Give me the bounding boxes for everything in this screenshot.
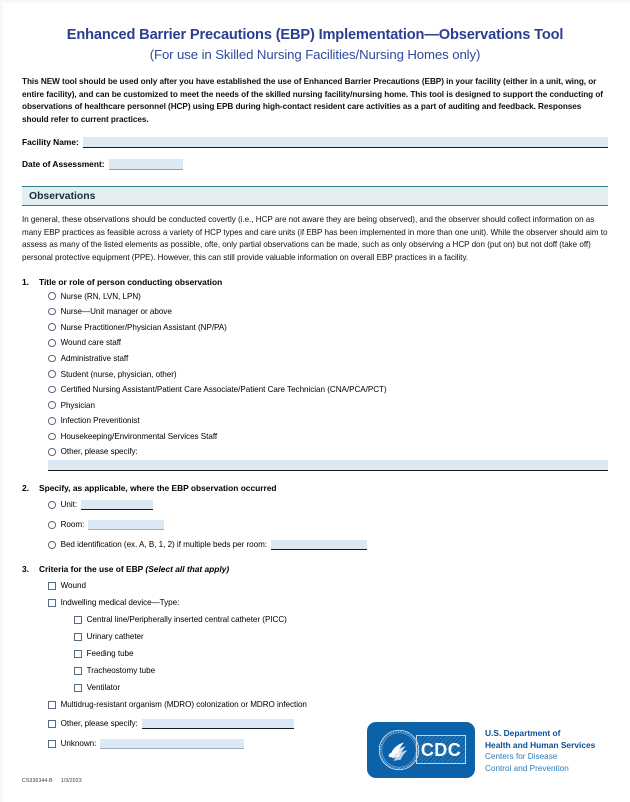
- publication-date: 1/3/2023: [60, 778, 82, 784]
- option-indwelling-medical-device[interactable]: [22, 596, 608, 609]
- question-3-text: Criteria for the use of EBP: [39, 564, 146, 575]
- checkbox-icon[interactable]: [48, 720, 56, 728]
- checkbox-icon[interactable]: [48, 582, 56, 590]
- observations-section-header: [22, 186, 608, 206]
- radio-icon[interactable]: [48, 308, 56, 316]
- document-content: [22, 0, 608, 750]
- date-of-assessment-input[interactable]: [109, 159, 183, 170]
- question-3-number: 3.: [22, 564, 29, 575]
- option-label: Infection Preventionist: [60, 416, 140, 426]
- option-urinary-catheter[interactable]: [22, 630, 608, 643]
- room-input[interactable]: [88, 520, 164, 530]
- option-label: Wound care staff: [60, 338, 122, 348]
- agency-text-block: [485, 722, 595, 774]
- bed-identification-input[interactable]: [271, 540, 367, 550]
- observations-section-title: Observations: [29, 190, 96, 202]
- option-feeding-tube[interactable]: [22, 647, 608, 660]
- option-label: Ventilator: [86, 683, 121, 693]
- cdc-wordmark: CDC: [420, 739, 462, 760]
- footer-publication-info: [22, 778, 82, 784]
- scan-edge-left: [0, 0, 4, 802]
- question-2-text: Specify, as applicable, where the EBP observation occurred: [39, 483, 277, 494]
- option-label: Indwelling medical device—Type:: [60, 598, 180, 608]
- option-bed-identification[interactable]: [22, 538, 608, 551]
- hhs-seal-icon: [378, 729, 420, 771]
- option-physician[interactable]: [22, 399, 608, 412]
- agency-line-1: U.S. Department of: [485, 728, 561, 738]
- facility-name-row: [22, 137, 608, 148]
- option-label: Wound: [60, 581, 86, 591]
- radio-icon[interactable]: [48, 417, 56, 425]
- option-label: Tracheostomy tube: [86, 666, 156, 676]
- option-label: Multidrug-resistant organism (MDRO) colonization or MDRO infection: [60, 700, 307, 710]
- radio-icon[interactable]: [48, 401, 56, 409]
- facility-name-label: Facility Name:: [22, 137, 79, 148]
- option-ventilator[interactable]: [22, 681, 608, 694]
- question-2-options: [22, 498, 608, 551]
- checkbox-icon[interactable]: [48, 701, 56, 709]
- option-mdro[interactable]: [22, 698, 608, 711]
- option-nurse-practitioner-pa[interactable]: [22, 321, 608, 334]
- question-3-other-input[interactable]: [142, 719, 294, 729]
- option-wound[interactable]: [22, 579, 608, 592]
- question-1-number: 1.: [22, 276, 29, 287]
- option-label: Administrative staff: [60, 353, 129, 363]
- question-1-options: [22, 290, 608, 472]
- date-of-assessment-label: Date of Assessment:: [22, 159, 105, 170]
- checkbox-icon[interactable]: [74, 616, 82, 624]
- question-3-heading: [22, 564, 608, 574]
- radio-icon[interactable]: [48, 501, 56, 509]
- option-central-line-picc[interactable]: [22, 613, 608, 626]
- logo-badge: [367, 722, 475, 778]
- option-label: Unit:: [60, 500, 78, 510]
- checkbox-icon[interactable]: [74, 684, 82, 692]
- option-label: Feeding tube: [86, 649, 134, 659]
- option-unit[interactable]: [22, 498, 608, 511]
- cdc-hhs-logo: [367, 722, 595, 778]
- question-1-heading: [22, 277, 608, 287]
- publication-id: CS336344-B: [22, 778, 53, 784]
- facility-name-input[interactable]: [83, 137, 608, 148]
- option-label: Room:: [60, 520, 85, 530]
- question-2-heading: [22, 483, 608, 493]
- option-housekeeping-evs-staff[interactable]: [22, 430, 608, 443]
- option-label: Other, please specify:: [60, 719, 138, 729]
- checkbox-icon[interactable]: [74, 650, 82, 658]
- checkbox-icon[interactable]: [48, 599, 56, 607]
- radio-icon[interactable]: [48, 323, 56, 331]
- option-label: Certified Nursing Assistant/Patient Care Associate/Patient Care Technician (CNA/PCA/PCT): [60, 385, 387, 395]
- agency-line-3: Centers for Disease: [485, 752, 558, 762]
- date-of-assessment-row: [22, 159, 608, 170]
- option-other-please-specify-q1[interactable]: [22, 445, 608, 458]
- option-label: Student (nurse, physician, other): [60, 369, 177, 379]
- option-label: Bed identification (ex. A, B, 1, 2) if multiple beds per room:: [60, 540, 268, 550]
- radio-icon[interactable]: [48, 370, 56, 378]
- unit-input[interactable]: [81, 500, 153, 510]
- question-3-unknown-input[interactable]: [100, 739, 244, 749]
- radio-icon[interactable]: [48, 541, 56, 549]
- option-label: Central line/Peripherally inserted central catheter (PICC): [86, 615, 287, 625]
- radio-icon[interactable]: [48, 292, 56, 300]
- option-label: Physician: [60, 400, 95, 410]
- question-1-other-input[interactable]: [48, 460, 608, 471]
- intro-paragraph: This NEW tool should be used only after you have established the use of Enhanced Barrier Precautions (EBP) in your facility (either in a unit, wing, or entire facility), and can be customized to meet the needs of the skilled nursing facility/nursing home. This tool is designed to support the conducting of observations of healthcare personnel (HCP) using EPB during high-contact resident care activities as a part of auditing and feedback. Responses should refer to current practices.: [22, 77, 603, 124]
- question-1-other-input-row: [22, 460, 608, 471]
- agency-line-2: Health and Human Services: [485, 739, 596, 750]
- cdc-wordmark-box: [416, 735, 466, 764]
- option-label: Other, please specify:: [60, 447, 138, 457]
- document-title: Enhanced Barrier Precautions (EBP) Implementation—Observations Tool: [66, 27, 564, 43]
- option-label: Housekeeping/Environmental Services Staff: [60, 431, 218, 441]
- checkbox-icon[interactable]: [48, 740, 56, 748]
- checkbox-icon[interactable]: [74, 667, 82, 675]
- option-administrative-staff[interactable]: [22, 352, 608, 365]
- option-nurse-unit-manager[interactable]: [22, 305, 608, 318]
- option-nurse-rn-lvn-lpn[interactable]: [22, 290, 608, 303]
- radio-icon[interactable]: [48, 355, 56, 363]
- option-infection-preventionist[interactable]: [22, 414, 608, 427]
- option-student[interactable]: [22, 368, 608, 381]
- radio-icon[interactable]: [48, 386, 56, 394]
- question-1-text: Title or role of person conducting observation: [39, 276, 223, 287]
- document-subtitle: (For use in Skilled Nursing Facilities/Nursing Homes only): [149, 47, 481, 63]
- radio-icon[interactable]: [48, 521, 56, 529]
- radio-icon[interactable]: [48, 448, 56, 456]
- question-2-number: 2.: [22, 483, 29, 494]
- radio-icon[interactable]: [48, 339, 56, 347]
- option-tracheostomy-tube[interactable]: [22, 664, 608, 677]
- observations-body-text: In general, these observations should be conducted covertly (i.e., HCP are not aware they are being observed), and the observer should collect information on as many EBP practices as feasible across a variety of HCP types and care units (if EBP has been implemented in more than one unit). While the observer should aim to assess as many of the listed elements as possible, ofte, only partial observations can be made, such as only observing a HCP don (put on) but not doff (take off) personal protective equipment (PPE). However, this can still provide valuable information on overall EBP practices in a facility.: [22, 215, 608, 262]
- option-label: Nurse Practitioner/Physician Assistant (NP/PA): [60, 322, 227, 332]
- option-label: Nurse—Unit manager or above: [60, 307, 172, 317]
- option-cna-pca-pct[interactable]: [22, 383, 608, 396]
- option-label: Unknown:: [60, 739, 97, 749]
- radio-icon[interactable]: [48, 433, 56, 441]
- option-label: Nurse (RN, LVN, LPN): [60, 291, 141, 301]
- option-room[interactable]: [22, 518, 608, 531]
- checkbox-icon[interactable]: [74, 633, 82, 641]
- option-wound-care-staff[interactable]: [22, 336, 608, 349]
- option-label: Urinary catheter: [86, 632, 144, 642]
- question-3-hint: (Select all that apply): [145, 564, 230, 575]
- agency-line-4: Control and Prevention: [485, 763, 569, 773]
